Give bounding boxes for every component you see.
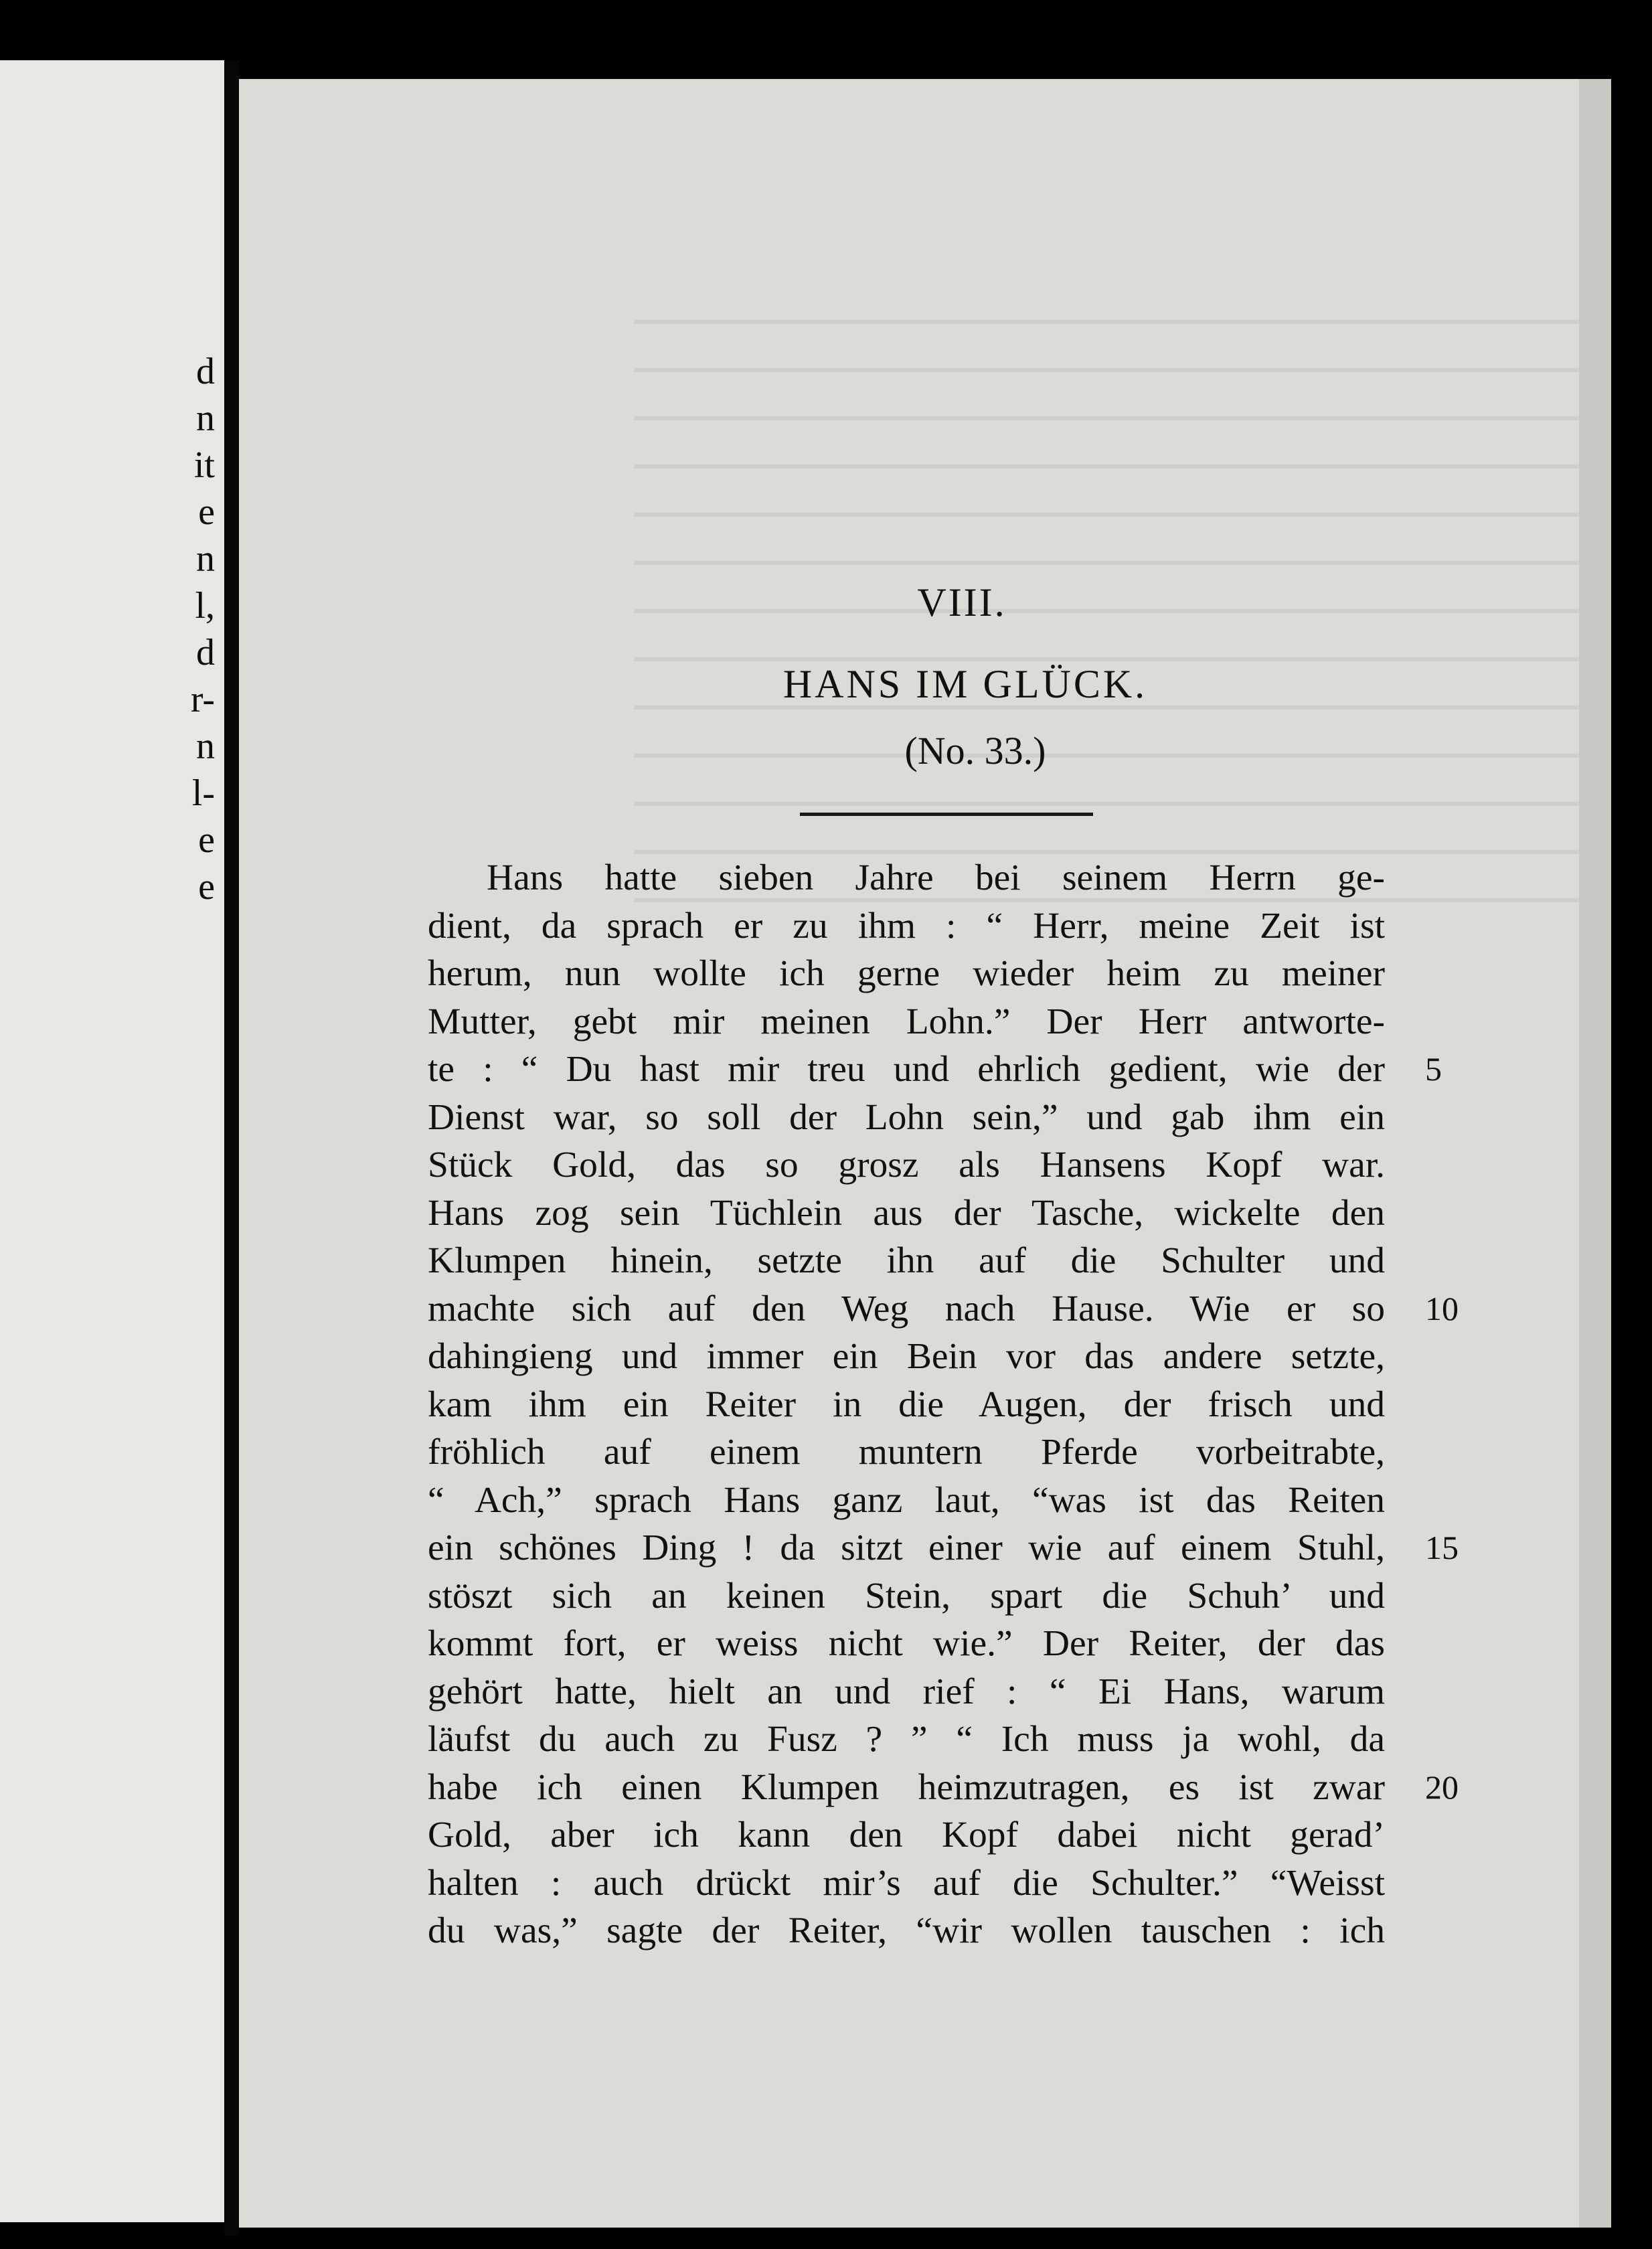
line-text: te : “ Du hast mir treu und ehrlich gedient, wie der xyxy=(428,1049,1385,1090)
line-text: kommt fort, er weiss nicht wie.” Der Reiter, der das xyxy=(428,1623,1385,1664)
fragment: n xyxy=(196,538,215,580)
text-line xyxy=(428,1764,1626,1812)
line-text: dient, da sprach er zu ihm : “ Herr, meine Zeit ist xyxy=(428,905,1385,946)
text-line xyxy=(428,1524,1626,1572)
line-text: habe ich einen Klumpen heimzutragen, es ist zwar xyxy=(428,1766,1385,1808)
text-line xyxy=(428,1046,1626,1094)
line-text: Stück Gold, das so grosz als Hansens Kopf war. xyxy=(428,1145,1385,1185)
text-line xyxy=(428,1859,1626,1908)
line-text: dahingieng und immer ein Bein vor das andere setzte, xyxy=(428,1336,1385,1377)
text-line xyxy=(428,1189,1626,1238)
chapter-subtitle: (No. 33.) xyxy=(904,729,1046,772)
text-line xyxy=(428,1811,1626,1859)
line-text: “ Ach,” sprach Hans ganz laut, “was ist das Reiten xyxy=(428,1479,1385,1521)
line-text: Mutter, gebt mir meinen Lohn.” Der Herr antworte- xyxy=(428,1001,1385,1042)
line-text: kam ihm ein Reiter in die Augen, der frisch und xyxy=(428,1384,1385,1425)
line-number: 15 xyxy=(1425,1529,1459,1566)
fragment: n xyxy=(196,726,215,767)
facing-page-line-fragments xyxy=(191,348,215,910)
text-line xyxy=(428,1428,1626,1477)
line-text: Dienst war, so soll der Lohn sein,” und gab ihm ein xyxy=(428,1096,1385,1138)
text-line xyxy=(428,1668,1626,1716)
line-text: Hans zog sein Tüchlein aus der Tasche, wickelte den xyxy=(428,1192,1385,1234)
line-text: herum, nun wollte ich gerne wieder heim zu meiner xyxy=(428,953,1385,994)
text-line xyxy=(428,1572,1626,1620)
text-line xyxy=(428,1237,1626,1285)
text-line xyxy=(428,998,1626,1046)
fragment: d xyxy=(196,351,215,392)
text-line xyxy=(428,1333,1626,1381)
line-text: stöszt sich an keinen Stein, spart die Schuh’ und xyxy=(428,1575,1385,1616)
line-text: fröhlich auf einem muntern Pferde vorbeitrabte, xyxy=(428,1432,1385,1473)
text-line xyxy=(428,1094,1626,1142)
text-line xyxy=(428,854,1626,902)
chapter-title: HANS IM GLÜCK. xyxy=(782,662,1148,706)
text-line xyxy=(428,1620,1626,1668)
fragment: r- xyxy=(190,679,215,720)
fragment: e xyxy=(198,819,215,861)
line-text: du was,” sagte der Reiter, “wir wollen tauschen : ich xyxy=(428,1910,1385,1951)
line-text: ein schönes Ding ! da sitzt einer wie auf einem Stuhl, xyxy=(428,1527,1385,1568)
text-line xyxy=(428,1285,1626,1333)
title-rule xyxy=(800,813,1093,816)
body-text xyxy=(428,854,1626,1955)
book-fold xyxy=(224,60,239,2236)
facing-page-strip xyxy=(0,60,224,2222)
fragment: d xyxy=(196,632,215,673)
text-line xyxy=(428,950,1626,998)
line-text: Gold, aber ich kann den Kopf dabei nicht gerad’ xyxy=(428,1815,1385,1855)
line-text: gehört hatte, hielt an und rief : “ Ei Hans, warum xyxy=(428,1671,1385,1712)
line-text: halten : auch drückt mir’s auf die Schulter.” “Weisst xyxy=(428,1862,1385,1904)
line-number: 5 xyxy=(1425,1050,1442,1088)
text-line xyxy=(428,1477,1626,1525)
text-line xyxy=(428,1716,1626,1764)
line-text: läufst du auch zu Fusz ? ” “ Ich muss ja wohl, da xyxy=(428,1719,1385,1760)
line-number: 20 xyxy=(1425,1768,1459,1806)
fragment: l- xyxy=(191,772,215,814)
chapter-number: VIII. xyxy=(917,580,1007,624)
line-number: 10 xyxy=(1425,1289,1459,1327)
text-line xyxy=(428,1907,1626,1955)
fragment: it xyxy=(193,444,215,486)
book-page xyxy=(239,79,1611,2228)
fragment: l, xyxy=(195,585,215,627)
line-text: Hans hatte sieben Jahre bei seinem Herrn ge- xyxy=(487,857,1385,898)
text-line xyxy=(428,1141,1626,1189)
line-text: Klumpen hinein, setzte ihn auf die Schulter und xyxy=(428,1240,1385,1281)
text-line xyxy=(428,1381,1626,1429)
fragment: n xyxy=(196,398,215,439)
fragment: e xyxy=(198,866,215,908)
line-text: machte sich auf den Weg nach Hause. Wie er so xyxy=(428,1288,1385,1329)
fragment: e xyxy=(198,491,215,533)
text-line xyxy=(428,902,1626,950)
